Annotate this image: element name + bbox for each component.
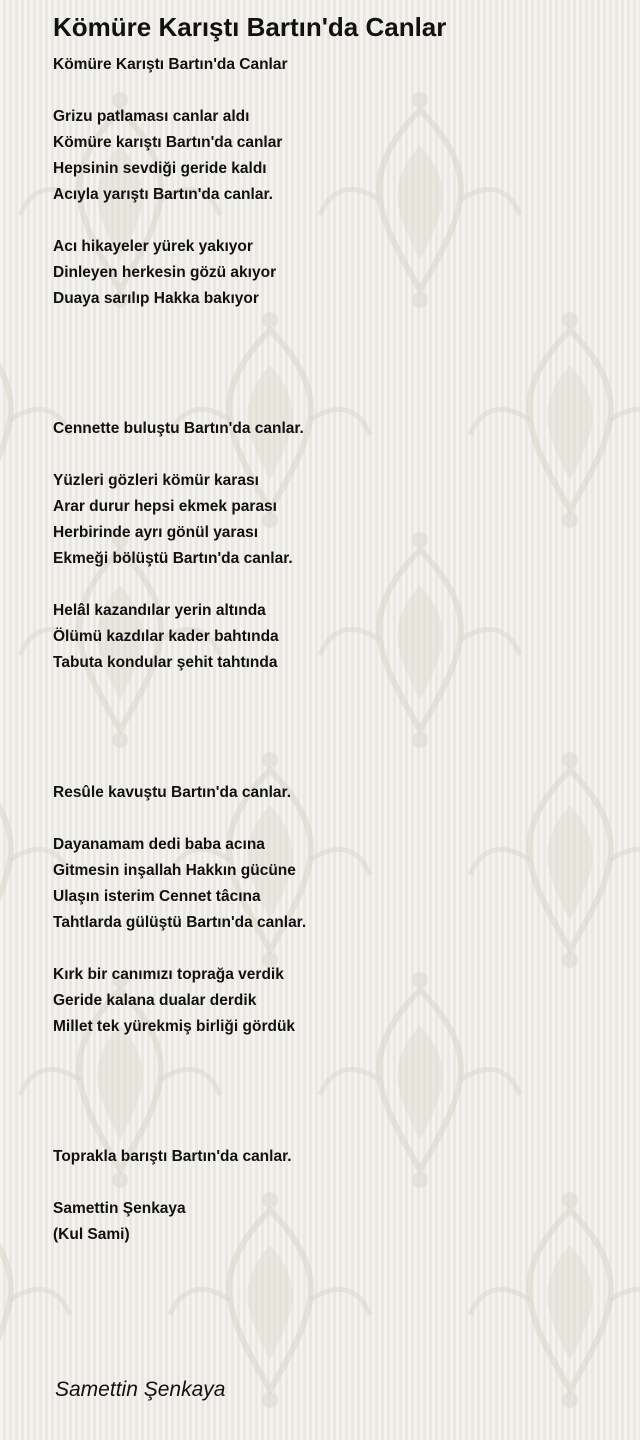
poem-line: Arar durur hepsi ekmek parası <box>53 498 277 515</box>
poem-line: Acıyla yarıştı Bartın'da canlar. <box>53 186 273 203</box>
poem-blank-line <box>53 728 306 754</box>
poem-line: Hepsinin sevdiği geride kaldı <box>53 160 267 177</box>
author-signature: Samettin Şenkaya <box>55 1378 226 1401</box>
poem-line: Ekmeği bölüştü Bartın'da canlar. <box>53 550 293 567</box>
poem-body <box>53 52 306 1248</box>
poem-blank-line <box>53 208 306 234</box>
poem-blank-line <box>53 936 306 962</box>
poem-blank-line <box>53 312 306 338</box>
poem-line: Cennette buluştu Bartın'da canlar. <box>53 420 304 437</box>
poem-blank-line <box>53 78 306 104</box>
poem-blank-line <box>53 1118 306 1144</box>
poem-line: Toprakla barıştı Bartın'da canlar. <box>53 1148 292 1165</box>
poem-blank-line <box>53 1066 306 1092</box>
poem-line: Resûle kavuştu Bartın'da canlar. <box>53 784 292 801</box>
poem-line: Duaya sarılıp Hakka bakıyor <box>53 290 259 307</box>
poem-blank-line <box>53 1170 306 1196</box>
poem-blank-line <box>53 364 306 390</box>
poem-line: Tabuta kondular şehit tahtında <box>53 654 278 671</box>
poem-line: Tahtlarda gülüştü Bartın'da canlar. <box>53 914 307 931</box>
poem-line: Samettin Şenkaya <box>53 1200 186 1217</box>
poem-line: Gitmesin inşallah Hakkın gücüne <box>53 862 296 879</box>
poem-line: Helâl kazandılar yerin altında <box>53 602 266 619</box>
poem-line: Kömüre Karıştı Bartın'da Canlar <box>53 56 288 73</box>
poem-line: Dayanamam dedi baba acına <box>53 836 265 853</box>
poem-title: Kömüre Karıştı Bartın'da Canlar <box>53 12 447 42</box>
poem-line: Kırk bir canımızı toprağa verdik <box>53 966 284 983</box>
poem-blank-line <box>53 806 306 832</box>
poem-blank-line <box>53 1040 306 1066</box>
poem-line: Grizu patlaması canlar aldı <box>53 108 250 125</box>
poem-blank-line <box>53 390 306 416</box>
poem-line: Ölümü kazdılar kader bahtında <box>53 628 279 645</box>
poem-blank-line <box>53 338 306 364</box>
poem-line: Herbirinde ayrı gönül yarası <box>53 524 259 541</box>
poem-line: Geride kalana dualar derdik <box>53 992 257 1009</box>
poem-blank-line <box>53 702 306 728</box>
poem-blank-line <box>53 754 306 780</box>
poem-blank-line <box>53 572 306 598</box>
poem-line: Acı hikayeler yürek yakıyor <box>53 238 253 255</box>
poem-blank-line <box>53 676 306 702</box>
poem-line: (Kul Sami) <box>53 1226 130 1243</box>
poem-line: Yüzleri gözleri kömür karası <box>53 472 259 489</box>
poem-blank-line <box>53 1092 306 1118</box>
poem-line: Dinleyen herkesin gözü akıyor <box>53 264 277 281</box>
poem-line: Millet tek yürekmiş birliği gördük <box>53 1018 296 1035</box>
poem-line: Kömüre karıştı Bartın'da canlar <box>53 134 283 151</box>
poem-line: Ulaşın isterim Cennet tâcına <box>53 888 261 905</box>
poem-blank-line <box>53 442 306 468</box>
